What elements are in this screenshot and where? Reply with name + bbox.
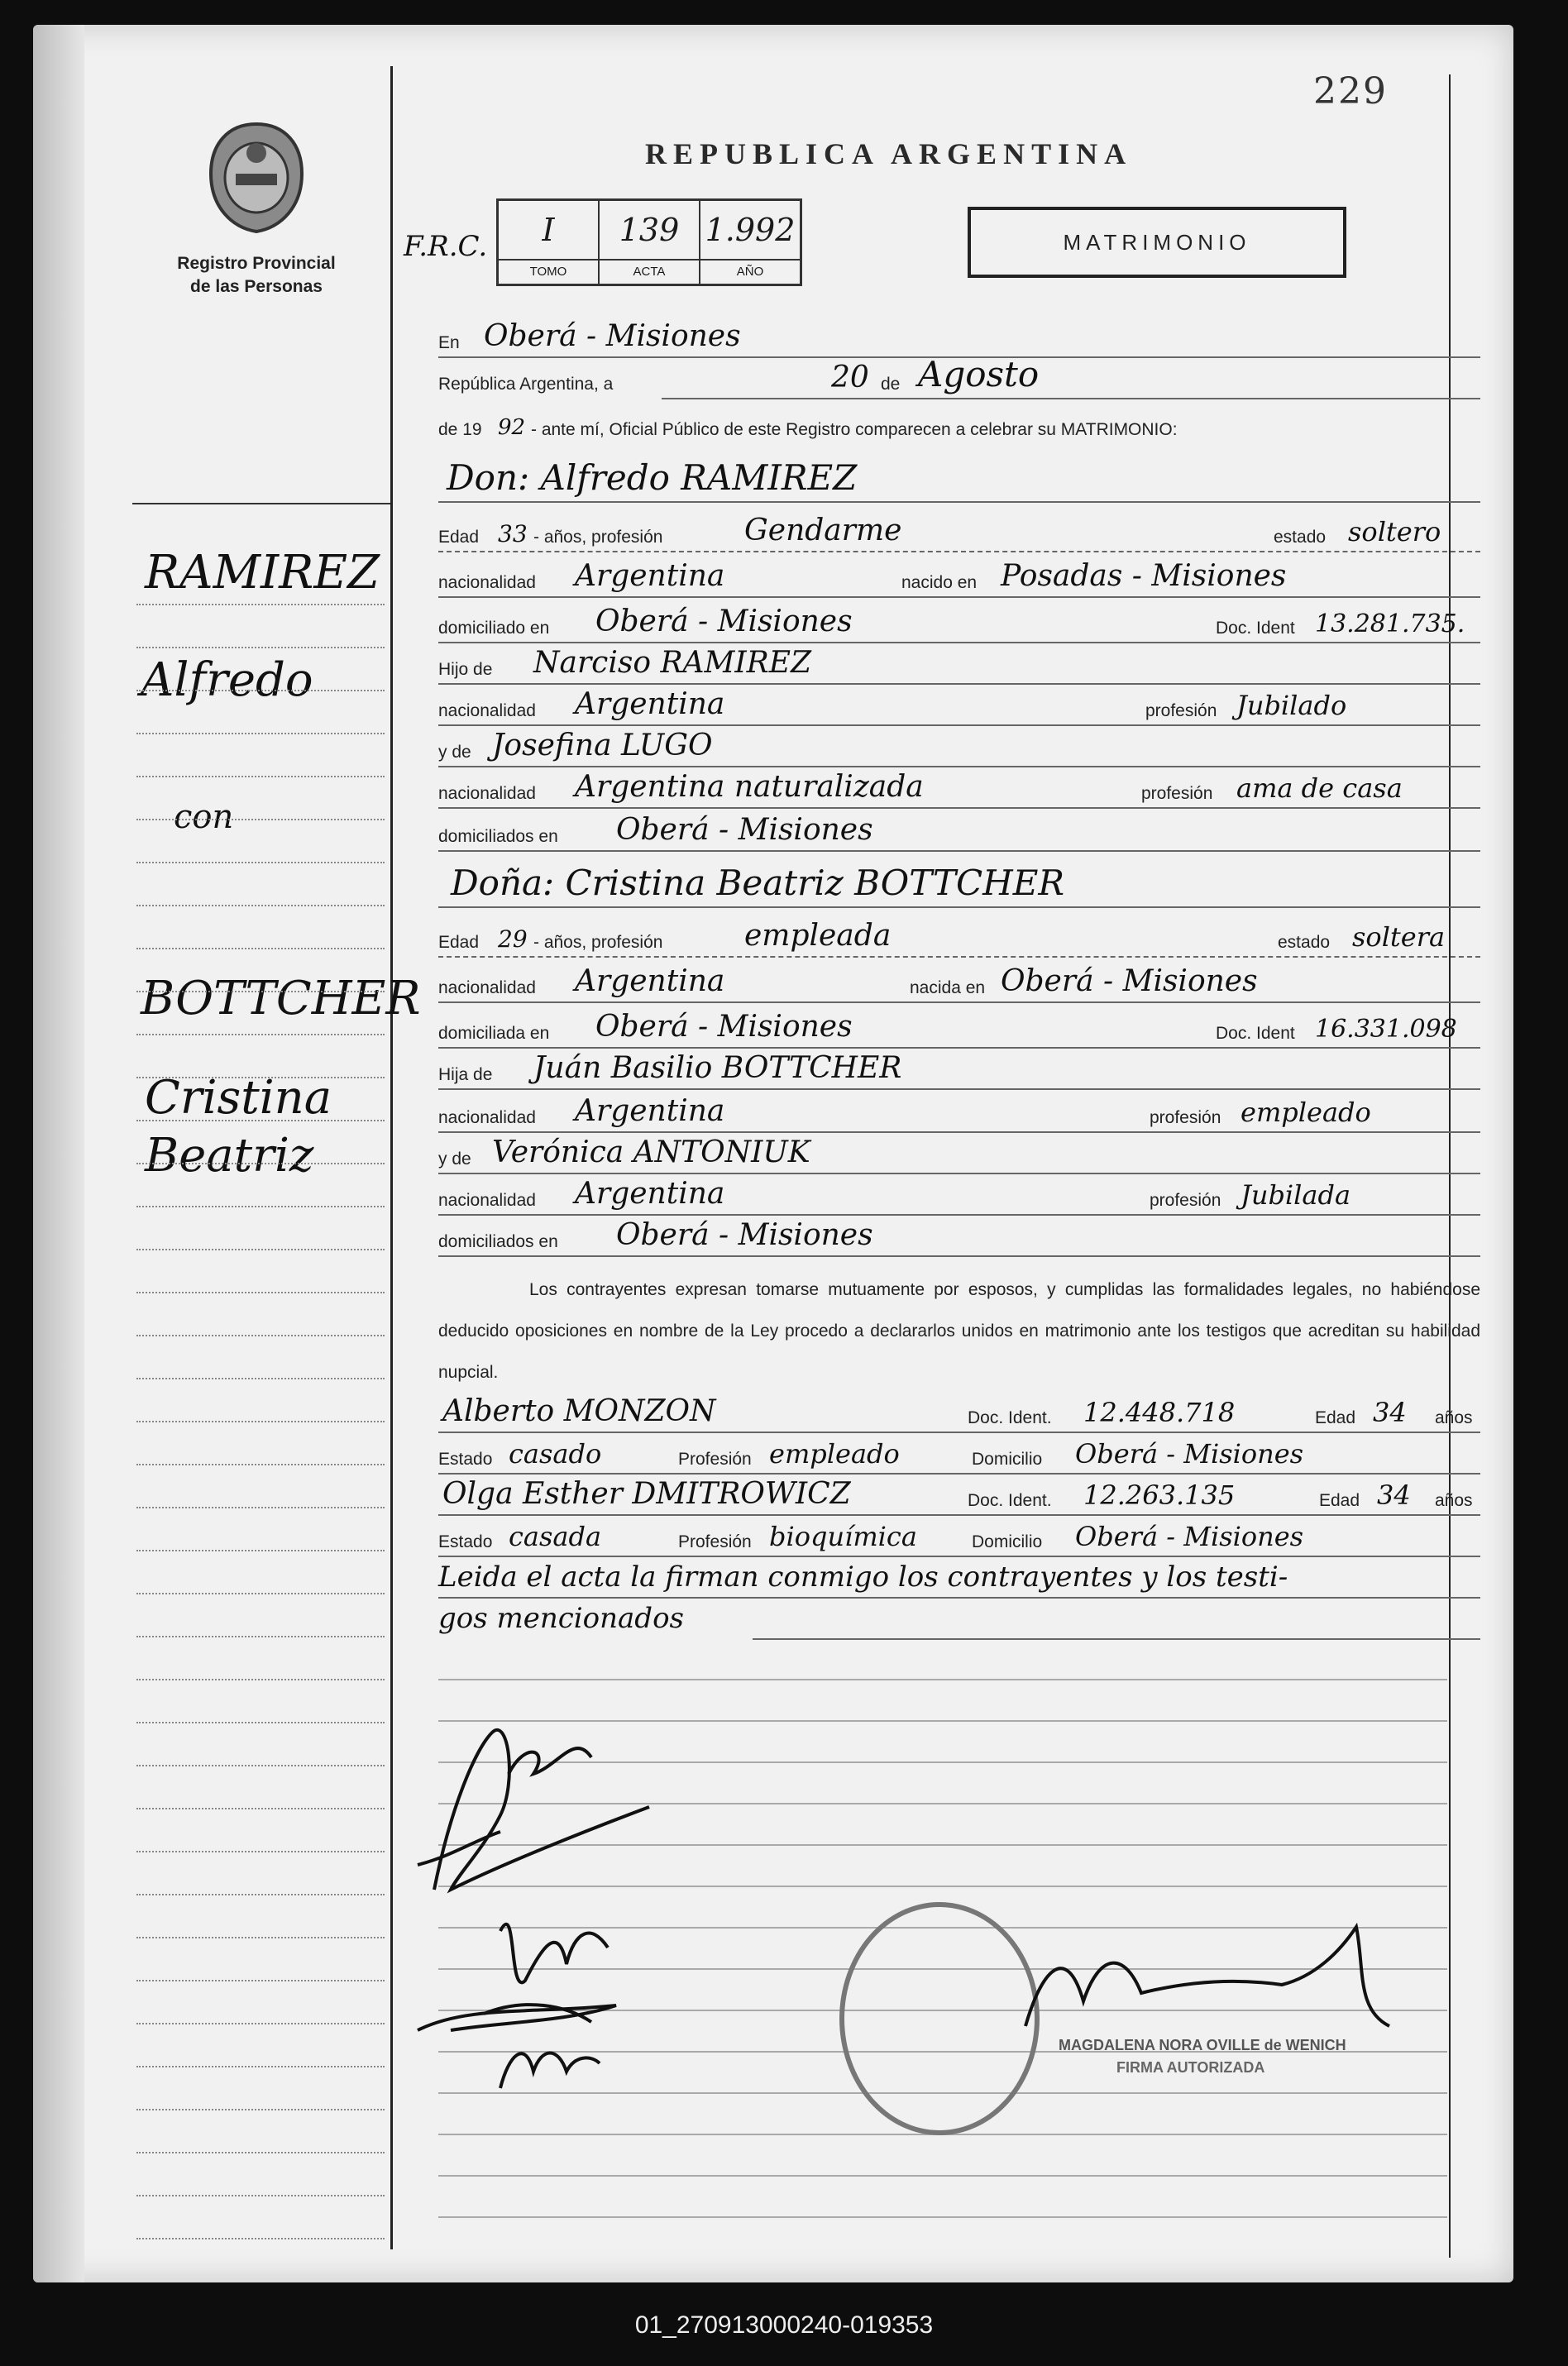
- groom-age: 33: [498, 520, 528, 547]
- de-label: de: [881, 375, 901, 394]
- edad-label: Edad: [438, 933, 480, 952]
- margin-dotted-line: [136, 862, 385, 863]
- stamp-name: MAGDALENA NORA OVILLE de WENICH: [1059, 2037, 1346, 2053]
- margin-bride-name2: Beatriz: [145, 1129, 314, 1183]
- margin-dotted-line: [136, 1808, 385, 1809]
- acta-cell: [600, 201, 700, 284]
- nacionalidad-label: nacionalidad: [438, 1108, 536, 1127]
- bride-birthplace: Oberá - Misiones: [1001, 964, 1258, 998]
- bride-doc: 16.331.098: [1315, 1015, 1457, 1044]
- bride-address-row: [438, 1009, 1480, 1050]
- groom-father-nat-row: [438, 686, 1480, 728]
- margin-dotted-line: [136, 1550, 385, 1551]
- profesion-label: profesión: [1145, 701, 1217, 720]
- stamp-role: FIRMA AUTORIZADA: [1116, 2059, 1265, 2076]
- witness1-row: [438, 1393, 1480, 1435]
- registry-line1: Registro Provincial: [177, 254, 336, 273]
- bride-mother-name: Verónica ANTONIUK: [492, 1135, 810, 1169]
- margin-dotted-line: [136, 905, 385, 906]
- frc-label: F.R.C.: [404, 230, 488, 263]
- profesion-label: profesión: [1150, 1191, 1221, 1210]
- document-type-box: [968, 207, 1346, 278]
- margin-dotted-line: [136, 1980, 385, 1981]
- domiciliados-label: domiciliados en: [438, 827, 558, 846]
- coat-of-arms-icon: [203, 120, 310, 236]
- domiciliado-label: domiciliado en: [438, 619, 550, 638]
- doc-ident-label: Doc. Ident: [1216, 1024, 1295, 1043]
- closing-line1: Leida el acta la firman conmigo los contrayentes y los testi-: [438, 1561, 1288, 1594]
- bride-full-name: Doña: Cristina Beatriz BOTTCHER: [451, 863, 1065, 903]
- profesion-label: Profesión: [678, 1532, 752, 1551]
- bride-nationality: Argentina: [575, 964, 725, 998]
- witness2-name: Olga Esther DMITROWICZ: [442, 1477, 851, 1511]
- witness1-detail-row: [438, 1435, 1480, 1476]
- ruled-line: [438, 2216, 1447, 2218]
- closing-row2: [438, 1600, 1480, 1642]
- y-de-label: y de: [438, 1150, 471, 1169]
- margin-dotted-line: [136, 2109, 385, 2110]
- image-id: 01_270913000240-019353: [634, 2311, 934, 2339]
- nacionalidad-label: nacionalidad: [438, 701, 536, 720]
- margin-dotted-line: [136, 690, 385, 691]
- ano-value: 1.992: [700, 201, 800, 260]
- margin-con: con: [174, 798, 234, 836]
- groom-full-name: Don: Alfredo RAMIREZ: [447, 457, 858, 498]
- registry-label: [157, 252, 356, 299]
- groom-name-row: [438, 455, 1480, 504]
- margin-dotted-line: [136, 2152, 385, 2153]
- bride-age: 29: [498, 925, 528, 953]
- groom-father-nationality: Argentina: [575, 687, 725, 721]
- groom-mother-profession: ama de casa: [1236, 772, 1403, 804]
- witness2-address: Oberá - Misiones: [1075, 1521, 1304, 1552]
- witness2-status: casada: [509, 1521, 602, 1552]
- witness1-age: 34: [1373, 1397, 1407, 1428]
- page-title: REPUBLICA ARGENTINA: [645, 137, 1133, 170]
- groom-status: soltero: [1348, 516, 1441, 547]
- bride-nationality-row: [438, 963, 1480, 1005]
- margin-dotted-line: [136, 1722, 385, 1723]
- groom-parents-address: Oberá - Misiones: [616, 813, 873, 847]
- margin-dotted-line: [136, 1163, 385, 1164]
- bride-address: Oberá - Misiones: [595, 1010, 853, 1044]
- nacionalidad-label: nacionalidad: [438, 1191, 536, 1210]
- anos-label: años: [1435, 1408, 1473, 1427]
- margin-dotted-line: [136, 1464, 385, 1465]
- bride-age-row: [438, 918, 1480, 959]
- hija-de-label: Hija de: [438, 1065, 493, 1084]
- margin-dotted-line: [136, 1593, 385, 1594]
- margin-divider: [390, 66, 393, 2249]
- bride-parents-address-row: [438, 1217, 1480, 1259]
- witness2-doc: 12.263.135: [1083, 1479, 1236, 1511]
- tomo-label: TOMO: [529, 265, 567, 279]
- tomo-acta-ano-table: [496, 198, 802, 286]
- margin-bride-name1: Cristina: [145, 1071, 332, 1125]
- acta-label: ACTA: [633, 265, 666, 279]
- domiciliada-label: domiciliada en: [438, 1024, 550, 1043]
- nacida-label: nacida en: [910, 978, 986, 997]
- date-row: [438, 354, 1480, 401]
- bride-mother-nationality: Argentina: [575, 1177, 725, 1211]
- witness2-profession: bioquímica: [769, 1521, 917, 1552]
- margin-dotted-line: [136, 991, 385, 992]
- closing-line2: gos mencionados: [438, 1602, 684, 1635]
- groom-profession: Gendarme: [744, 514, 902, 547]
- margin-dotted-line: [136, 2066, 385, 2067]
- bride-father-profession: empleado: [1241, 1097, 1371, 1128]
- edad-label: Edad: [1315, 1408, 1356, 1427]
- hijo-de-label: Hijo de: [438, 660, 493, 679]
- margin-dotted-line: [136, 776, 385, 777]
- margin-dotted-line: [136, 1765, 385, 1766]
- nacionalidad-label: nacionalidad: [438, 573, 536, 592]
- margin-dotted-line: [136, 1636, 385, 1637]
- margin-dotted-line: [136, 1851, 385, 1852]
- registry-line2: de las Personas: [190, 277, 323, 296]
- margin-dotted-line: [136, 1894, 385, 1895]
- margin-dotted-line: [136, 1679, 385, 1680]
- margin-dotted-line: [136, 1378, 385, 1379]
- groom-address: Oberá - Misiones: [595, 605, 853, 638]
- bride-mother-profession: Jubilada: [1241, 1179, 1351, 1211]
- profesion-label: profesión: [1141, 784, 1213, 803]
- witness1-doc: 12.448.718: [1083, 1397, 1236, 1428]
- margin-top-rule: [132, 503, 390, 504]
- ruled-line: [438, 2175, 1447, 2177]
- republica-label: República Argentina, a: [438, 375, 614, 394]
- anos-label: años: [1435, 1491, 1473, 1510]
- groom-father-row: [438, 645, 1480, 686]
- margin-dotted-line: [136, 1421, 385, 1422]
- acta-value: 139: [600, 201, 699, 260]
- groom-doc: 13.281.735.: [1315, 609, 1465, 638]
- margin-dotted-line: [136, 819, 385, 820]
- margin-dotted-line: [136, 2238, 385, 2239]
- anos-profesion-label: - años, profesión: [533, 933, 663, 952]
- bride-status: soltera: [1352, 921, 1446, 953]
- witness2-detail-row: [438, 1518, 1480, 1559]
- groom-parents-address-row: [438, 812, 1480, 853]
- official-signature: [1009, 1919, 1398, 2051]
- margin-dotted-line: [136, 1077, 385, 1078]
- estado-label: Estado: [438, 1532, 493, 1551]
- margin-dotted-line: [136, 1937, 385, 1938]
- estado-label: estado: [1278, 933, 1331, 952]
- edad-label: Edad: [438, 528, 480, 547]
- witness1-name: Alberto MONZON: [442, 1394, 716, 1428]
- year-suffix: 92: [498, 415, 526, 440]
- margin-dotted-line: [136, 1034, 385, 1035]
- witness1-address: Oberá - Misiones: [1075, 1438, 1304, 1470]
- contrayentes-signatures: [401, 1683, 748, 2113]
- margin-dotted-line: [136, 1206, 385, 1207]
- bride-father-row: [438, 1050, 1480, 1092]
- margin-dotted-line: [136, 1335, 385, 1336]
- closing-row1: [438, 1559, 1480, 1600]
- tomo-value: I: [499, 201, 598, 260]
- bride-father-name: Juán Basilio BOTTCHER: [533, 1051, 902, 1085]
- witness1-status: casado: [509, 1438, 602, 1470]
- ano-label: AÑO: [736, 265, 764, 279]
- estado-label: Estado: [438, 1450, 493, 1469]
- witness2-age: 34: [1377, 1479, 1411, 1511]
- anos-profesion-label: - años, profesión: [533, 528, 663, 547]
- margin-dotted-line: [136, 733, 385, 734]
- domicilio-label: Domicilio: [972, 1450, 1043, 1469]
- en-label: En: [438, 333, 460, 352]
- groom-mother-row: [438, 728, 1480, 769]
- margin-dotted-line: [136, 948, 385, 949]
- bride-father-nat-row: [438, 1093, 1480, 1135]
- document-type: MATRIMONIO: [1063, 229, 1251, 255]
- page-number: 229: [1313, 70, 1388, 112]
- margin-groom-name: Alfredo: [141, 653, 313, 707]
- intro-text: - ante mí, Oficial Público de este Registro comparecen a celebrar su MATRIMONIO:: [531, 420, 1178, 439]
- margin-dotted-line: [136, 1249, 385, 1250]
- y-de-label: y de: [438, 743, 471, 762]
- margin-dotted-line: [136, 2195, 385, 2196]
- month-value: Agosto: [918, 354, 1040, 394]
- groom-father-profession: Jubilado: [1236, 690, 1347, 721]
- tomo-cell: [499, 201, 600, 284]
- bride-parents-address: Oberá - Misiones: [616, 1218, 873, 1252]
- ruled-line: [438, 1679, 1447, 1680]
- witness2-row: [438, 1476, 1480, 1518]
- groom-father-name: Narciso RAMIREZ: [533, 646, 812, 680]
- bride-father-nationality: Argentina: [575, 1094, 725, 1128]
- groom-mother-nat-row: [438, 769, 1480, 810]
- groom-nationality: Argentina: [575, 559, 725, 593]
- bride-profession: empleada: [744, 919, 892, 953]
- witness1-profession: empleado: [769, 1438, 900, 1470]
- groom-mother-nationality: Argentina naturalizada: [575, 770, 924, 804]
- bride-mother-row: [438, 1135, 1480, 1176]
- margin-dotted-line: [136, 604, 385, 605]
- domicilio-label: Domicilio: [972, 1532, 1043, 1551]
- groom-age-row: [438, 513, 1480, 554]
- bride-name-row: [438, 860, 1480, 910]
- margin-groom-surname: RAMIREZ: [145, 546, 380, 600]
- book-spine: [33, 25, 84, 2282]
- domiciliados-label: domiciliados en: [438, 1232, 558, 1251]
- margin-dotted-line: [136, 1507, 385, 1508]
- doc-ident-label: Doc. Ident: [1216, 619, 1295, 638]
- register-page: [33, 25, 1513, 2282]
- place-value: Oberá - Misiones: [484, 319, 741, 353]
- nacionalidad-label: nacionalidad: [438, 978, 536, 997]
- groom-address-row: [438, 604, 1480, 645]
- doc-ident-label: Doc. Ident.: [968, 1408, 1052, 1427]
- day-value: 20: [831, 361, 869, 394]
- nacido-label: nacido en: [901, 573, 978, 592]
- groom-nationality-row: [438, 558, 1480, 600]
- profesion-label: Profesión: [678, 1450, 752, 1469]
- margin-dotted-line: [136, 1292, 385, 1293]
- appear-row: [438, 405, 1480, 447]
- nacionalidad-label: nacionalidad: [438, 784, 536, 803]
- groom-mother-name: Josefina LUGO: [492, 729, 713, 762]
- margin-dotted-line: [136, 647, 385, 648]
- margin-dotted-line: [136, 2023, 385, 2024]
- margin-dotted-line: [136, 1120, 385, 1121]
- bride-mother-nat-row: [438, 1176, 1480, 1217]
- doc-ident-label: Doc. Ident.: [968, 1491, 1052, 1510]
- year-prefix: de 19: [438, 420, 482, 439]
- profesion-label: profesión: [1150, 1108, 1221, 1127]
- estado-label: estado: [1274, 528, 1327, 547]
- ano-cell: [700, 201, 800, 284]
- margin-bride-surname: BOTTCHER: [141, 972, 421, 1025]
- groom-birthplace: Posadas - Misiones: [1001, 559, 1287, 593]
- edad-label: Edad: [1319, 1491, 1360, 1510]
- marriage-statement: Los contrayentes expresan tomarse mutuamente por esposos, y cumplidas las formalidades legales, no habiéndose deducido oposiciones en nombre de la Ley procedo a declararlos unidos en matrimonio ante los testigos que acreditan su habilidad nupcial.: [438, 1280, 1480, 1382]
